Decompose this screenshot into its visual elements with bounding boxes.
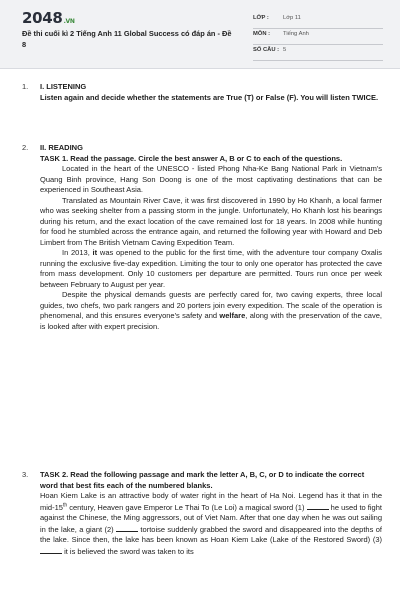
text-run: Hoan Kiem Lake is an attractive body of water right in the heart of Ha Noi. Legend has it that in the mid-15 <box>40 491 382 512</box>
page-header <box>0 0 400 69</box>
question-number: 2. <box>22 143 29 152</box>
meta-label: LỚP : <box>253 15 269 21</box>
instruction-text: Listen again and decide whether the statements are True (T) or False (F). You will listen TWICE. <box>40 92 379 102</box>
site-logo[interactable] <box>22 9 75 27</box>
paragraph <box>40 290 382 332</box>
paragraph: Located in the heart of the UNESCO - listed Phong Nha-Ke Bang National Park in Vietnam's Quang Binh province, Hang Son Doong is one of the most captivating destinations that can be experienced in Southeast Asia. <box>40 164 382 194</box>
question-number: 1. <box>22 82 29 91</box>
text-run: was opened to the public for the first time, with the adventure tour company Oxalis running the exclusive five-day expedition. Limiting the tour to only one operator has protected the cave from mass development. Only 10 customers per departure are permitted. Tours run once per week between February to August per year. <box>40 248 382 289</box>
meta-row-count <box>253 44 383 61</box>
emphasized-word: it <box>92 248 98 257</box>
logo-text: 2048 <box>22 9 63 27</box>
question-3 <box>22 470 382 557</box>
text-run: he used to fight against the Chinese, the Ming aggressors, out of Viet Nam. After that one day when he was out sailing in the lake, a giant (2) <box>40 502 382 534</box>
answer-blank <box>307 502 329 510</box>
text-run: century, Heaven gave Emperor Le Thai To (Le Loi) a magical sword (1) <box>67 502 307 512</box>
document-title: Đề thi cuối kì 2 Tiếng Anh 11 Global Success có đáp án - Đề 8 <box>22 29 232 49</box>
meta-row-class <box>253 12 383 29</box>
text-run: Despite the physical demands guests are perfectly cared for, two caving experts, three local guides, two chefs, two park rangers and 20 porters join every expedition. The scale of the operation is phenomenal, and this ensures everyone's safety and <box>40 290 382 320</box>
meta-label: MÔN : <box>253 31 271 37</box>
text-run: it is believed the sword was taken to its <box>62 546 194 556</box>
text-run: , along with the preservation of the cave, is looked after with expert precision. <box>40 311 382 331</box>
superscript: th <box>62 502 68 508</box>
task-heading: TASK 1. Read the passage. Circle the best answer A, B or C to each of the questions. <box>40 153 343 163</box>
logo-suffix: .VN <box>63 18 75 25</box>
paragraph <box>40 491 382 557</box>
question-2 <box>22 143 382 332</box>
text-run: In 2013, <box>62 248 93 257</box>
text-run: tortoise suddenly grabbed the sword and disappeared into the depths of the lake. Since then, the lake has been known as Hoan Kiem Lake (Lake of the Restored Sword) (3) <box>40 524 382 544</box>
answer-blank <box>116 524 138 532</box>
task-heading: TASK 2. Read the following passage and mark the letter A, B, C, or D to indicate the correct word that best fits each of the numbered blanks. <box>40 470 365 490</box>
section-heading: I. LISTENING <box>40 82 87 91</box>
paragraph <box>40 248 382 290</box>
meta-label: SỐ CÂU : <box>253 47 280 53</box>
meta-value: Lớp 11 <box>283 15 301 21</box>
meta-value: Tiếng Anh <box>283 31 309 37</box>
paragraph: Translated as Mountain River Cave, it was first discovered in 1990 by Ho Khanh, a local farmer who was seeking shelter from a passing storm in the jungle. Unfortunately, Ho Khanh lost his bearings during his return, and the exact location of the cave remained lost for 18 years. In 2008 while hunting for food he stumbled across the entrance again, and returned the following year with Howard and Deb Limbert from The British Vietnam Caving Expedition Team. <box>40 195 382 247</box>
emphasized-word: welfare <box>219 311 246 320</box>
meta-row-subject <box>253 28 383 45</box>
meta-value: 5 <box>283 47 287 53</box>
section-heading: II. READING <box>40 143 83 152</box>
question-1 <box>22 82 382 103</box>
answer-blank <box>40 546 62 554</box>
question-number: 3. <box>22 470 29 479</box>
